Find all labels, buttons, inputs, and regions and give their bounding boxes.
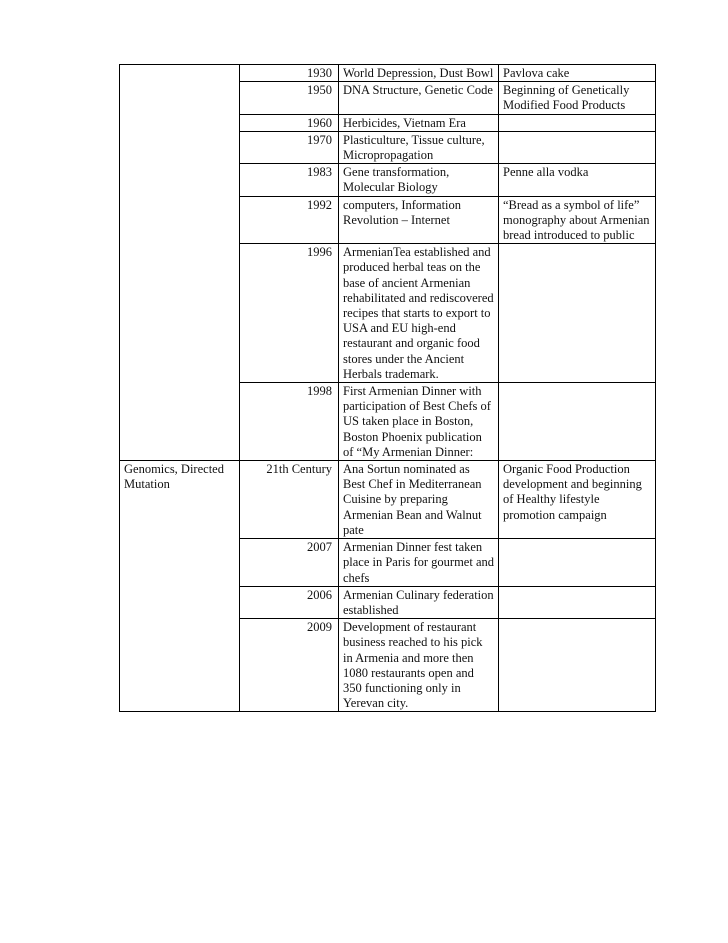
food-cell	[499, 586, 656, 618]
table-row	[120, 164, 656, 196]
table-row	[120, 82, 656, 114]
food-cell	[499, 383, 656, 461]
event-cell: First Armenian Dinner with participation of Best Chefs of US taken place in Boston, Boston Phoenix publication of “My Armenian Dinner:	[339, 383, 499, 461]
year-cell: 1996	[240, 244, 339, 383]
table-row	[120, 196, 656, 244]
event-cell: Armenian Dinner fest taken place in Paris for gourmet and chefs	[339, 539, 499, 587]
event-cell: DNA Structure, Genetic Code	[339, 82, 499, 114]
food-cell	[499, 619, 656, 712]
table-row	[120, 619, 656, 712]
food-cell	[499, 114, 656, 131]
food-cell: “Bread as a symbol of life” monography about Armenian bread introduced to public	[499, 196, 656, 244]
year-cell: 2007	[240, 539, 339, 587]
food-cell	[499, 131, 656, 163]
era-cell	[120, 619, 240, 712]
era-cell	[120, 164, 240, 196]
food-cell	[499, 539, 656, 587]
era-cell	[120, 131, 240, 163]
food-cell: Organic Food Production development and beginning of Healthy lifestyle promotion campaign	[499, 461, 656, 539]
event-cell: Armenian Culinary federation established	[339, 586, 499, 618]
food-cell: Penne alla vodka	[499, 164, 656, 196]
year-cell: 1983	[240, 164, 339, 196]
table-row	[120, 461, 656, 539]
event-cell: Herbicides, Vietnam Era	[339, 114, 499, 131]
table-row	[120, 244, 656, 383]
year-cell: 1930	[240, 65, 339, 82]
year-cell: 1992	[240, 196, 339, 244]
food-cell	[499, 244, 656, 383]
year-cell: 1998	[240, 383, 339, 461]
food-cell: Pavlova cake	[499, 65, 656, 82]
food-cell: Beginning of Genetically Modified Food Products	[499, 82, 656, 114]
era-cell	[120, 383, 240, 461]
year-cell: 1970	[240, 131, 339, 163]
table-row	[120, 114, 656, 131]
year-cell: 21th Century	[240, 461, 339, 539]
event-cell: computers, Information Revolution – Internet	[339, 196, 499, 244]
event-cell: Development of restaurant business reached to his pick in Armenia and more then 1080 restaurants open and 350 functioning only in Yerevan city.	[339, 619, 499, 712]
era-cell	[120, 244, 240, 383]
era-cell: Genomics, Directed Mutation	[120, 461, 240, 539]
table-row	[120, 65, 656, 82]
year-cell: 1960	[240, 114, 339, 131]
era-cell	[120, 539, 240, 587]
year-cell: 1950	[240, 82, 339, 114]
event-cell: Gene transformation, Molecular Biology	[339, 164, 499, 196]
table-row	[120, 383, 656, 461]
event-cell: ArmenianTea established and produced herbal teas on the base of ancient Armenian rehabilitated and rediscovered recipes that starts to export to USA and EU high-end restaurant and organic food stores under the Ancient Herbals trademark.	[339, 244, 499, 383]
event-cell: Ana Sortun nominated as Best Chef in Mediterranean Cuisine by preparing Armenian Bean and Walnut pate	[339, 461, 499, 539]
year-cell: 2009	[240, 619, 339, 712]
event-cell: World Depression, Dust Bowl	[339, 65, 499, 82]
era-cell	[120, 196, 240, 244]
table-row	[120, 539, 656, 587]
event-cell: Plasticulture, Tissue culture, Micropropagation	[339, 131, 499, 163]
era-cell	[120, 65, 240, 82]
era-cell	[120, 114, 240, 131]
era-cell	[120, 586, 240, 618]
year-cell: 2006	[240, 586, 339, 618]
era-cell	[120, 82, 240, 114]
table-row	[120, 586, 656, 618]
table-row	[120, 131, 656, 163]
timeline-table	[119, 64, 656, 712]
